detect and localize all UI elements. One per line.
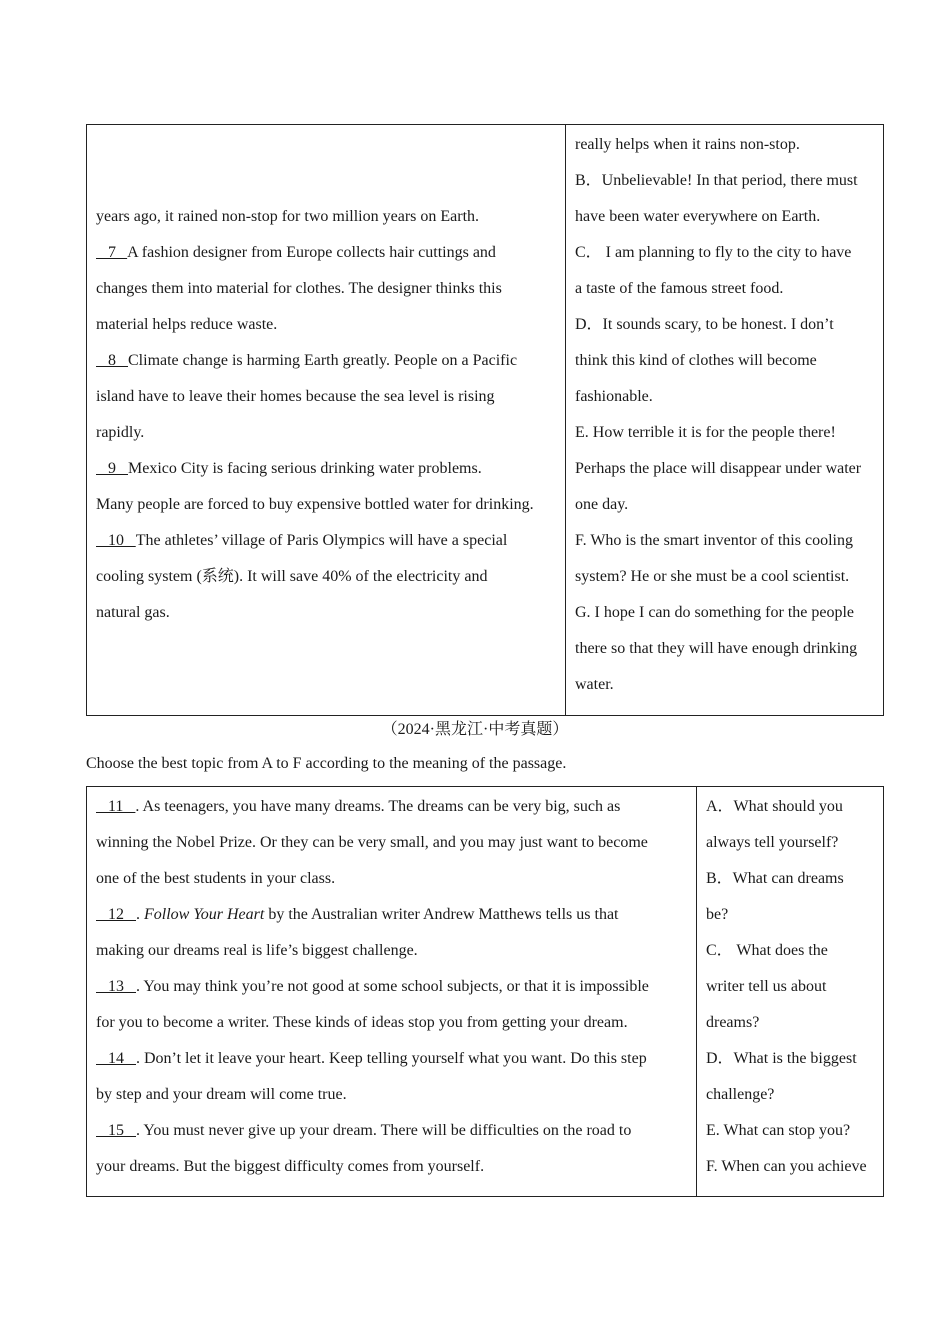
option-line: F. When can you achieve xyxy=(706,1158,867,1175)
instruction-text: Choose the best topic from A to F according to the meaning of the passage. xyxy=(86,755,567,772)
answer-blank-15[interactable]: 15 xyxy=(96,1122,136,1139)
option-line: A．What should you xyxy=(706,798,843,815)
passage-line: years ago, it rained non-stop for two million years on Earth. xyxy=(96,208,480,225)
passage-line xyxy=(96,235,556,271)
passage-line: one of the best students in your class. xyxy=(96,870,336,887)
answer-blank-10[interactable]: 10 xyxy=(96,532,136,549)
option-line: water. xyxy=(575,676,614,693)
book-title: Follow Your Heart xyxy=(144,906,265,923)
passage-line: for you to become a writer. These kinds of ideas stop you from getting your dream. xyxy=(96,1014,628,1031)
option-line: fashionable. xyxy=(575,388,653,405)
option-line: D．What is the biggest xyxy=(706,1050,857,1067)
answer-blank-9[interactable]: 9 xyxy=(96,460,128,477)
passage-line xyxy=(96,343,556,379)
passage-line xyxy=(96,163,556,199)
option-line: think this kind of clothes will become xyxy=(575,352,817,369)
source-caption: （2024·黑龙江·中考真题） xyxy=(381,721,569,738)
passage-text: . You must never give up your dream. There will be difficulties on the road to xyxy=(136,1122,632,1139)
passage-line: changes them into material for clothes. The designer thinks this xyxy=(96,280,502,297)
option-line: really helps when it rains non-stop. xyxy=(575,136,800,153)
option-line: Perhaps the place will disappear under water xyxy=(575,460,862,477)
answer-blank-7[interactable]: 7 xyxy=(96,244,128,261)
option-line: B．Unbelievable! In that period, there must xyxy=(575,172,858,189)
passage-line: winning the Nobel Prize. Or they can be very small, and you may just want to become xyxy=(96,834,648,851)
answer-blank-8[interactable]: 8 xyxy=(96,352,128,369)
passage-text: . As teenagers, you have many dreams. The dreams can be very big, such as xyxy=(135,798,621,815)
options-column xyxy=(696,787,883,1196)
passage-line: natural gas. xyxy=(96,604,170,621)
option-line: dreams? xyxy=(706,1014,760,1031)
option-line: always tell yourself? xyxy=(706,834,839,851)
option-line: a taste of the famous street food. xyxy=(575,280,784,297)
passage-column xyxy=(87,125,565,715)
passage-line: island have to leave their homes because the sea level is rising xyxy=(96,388,495,405)
option-line: there so that they will have enough drinking xyxy=(575,640,858,657)
passage-line xyxy=(96,127,556,163)
answer-blank-12[interactable]: 12 xyxy=(96,906,136,923)
passage-line xyxy=(96,1113,687,1149)
option-line: B．What can dreams xyxy=(706,870,844,887)
passage-line: material helps reduce waste. xyxy=(96,316,278,333)
passage-text: The athletes’ village of Paris Olympics will have a special xyxy=(135,532,508,549)
passage-text: A fashion designer from Europe collects hair cuttings and xyxy=(127,244,496,261)
passage-line: rapidly. xyxy=(96,424,145,441)
passage-line: cooling system (系统). It will save 40% of the electricity and xyxy=(96,568,488,585)
passage-line xyxy=(96,1041,687,1077)
option-line: writer tell us about xyxy=(706,978,827,995)
passage-text: Mexico City is facing serious drinking water problems. xyxy=(128,460,482,477)
option-line: one day. xyxy=(575,496,629,513)
passage-line xyxy=(96,969,687,1005)
option-line: C． I am planning to fly to the city to have xyxy=(575,244,852,261)
passage-text: by the Australian writer Andrew Matthews tells us that xyxy=(264,906,619,923)
option-line: be? xyxy=(706,906,729,923)
answer-blank-11[interactable]: 11 xyxy=(96,798,136,815)
passage-line xyxy=(96,789,687,825)
passage-column xyxy=(87,787,696,1196)
passage-text: . xyxy=(136,906,144,923)
option-line: F. Who is the smart inventor of this cooling xyxy=(575,532,853,549)
option-line: E. How terrible it is for the people there! xyxy=(575,424,836,441)
matching-table-1 xyxy=(86,124,884,716)
option-line: C． What does the xyxy=(706,942,828,959)
options-column xyxy=(565,125,883,715)
answer-blank-14[interactable]: 14 xyxy=(96,1050,136,1067)
passage-line xyxy=(96,523,556,559)
option-line: E. What can stop you? xyxy=(706,1122,851,1139)
passage-line: your dreams. But the biggest difficulty comes from yourself. xyxy=(96,1158,485,1175)
passage-line xyxy=(96,897,687,933)
passage-text: Climate change is harming Earth greatly. People on a Pacific xyxy=(128,352,518,369)
option-line: have been water everywhere on Earth. xyxy=(575,208,821,225)
passage-line: by step and your dream will come true. xyxy=(96,1086,347,1103)
passage-text: . Don’t let it leave your heart. Keep telling yourself what you want. Do this step xyxy=(136,1050,647,1067)
option-line: G. I hope I can do something for the people xyxy=(575,604,855,621)
matching-table-2 xyxy=(86,786,884,1197)
option-line: D．It sounds scary, to be honest. I don’t xyxy=(575,316,834,333)
option-line: challenge? xyxy=(706,1086,775,1103)
option-line: system? He or she must be a cool scientist. xyxy=(575,568,850,585)
passage-line: Many people are forced to buy expensive bottled water for drinking. xyxy=(96,496,534,513)
passage-line xyxy=(96,451,556,487)
passage-line: making our dreams real is life’s biggest challenge. xyxy=(96,942,418,959)
answer-blank-13[interactable]: 13 xyxy=(96,978,136,995)
passage-text: . You may think you’re not good at some school subjects, or that it is impossible xyxy=(136,978,649,995)
